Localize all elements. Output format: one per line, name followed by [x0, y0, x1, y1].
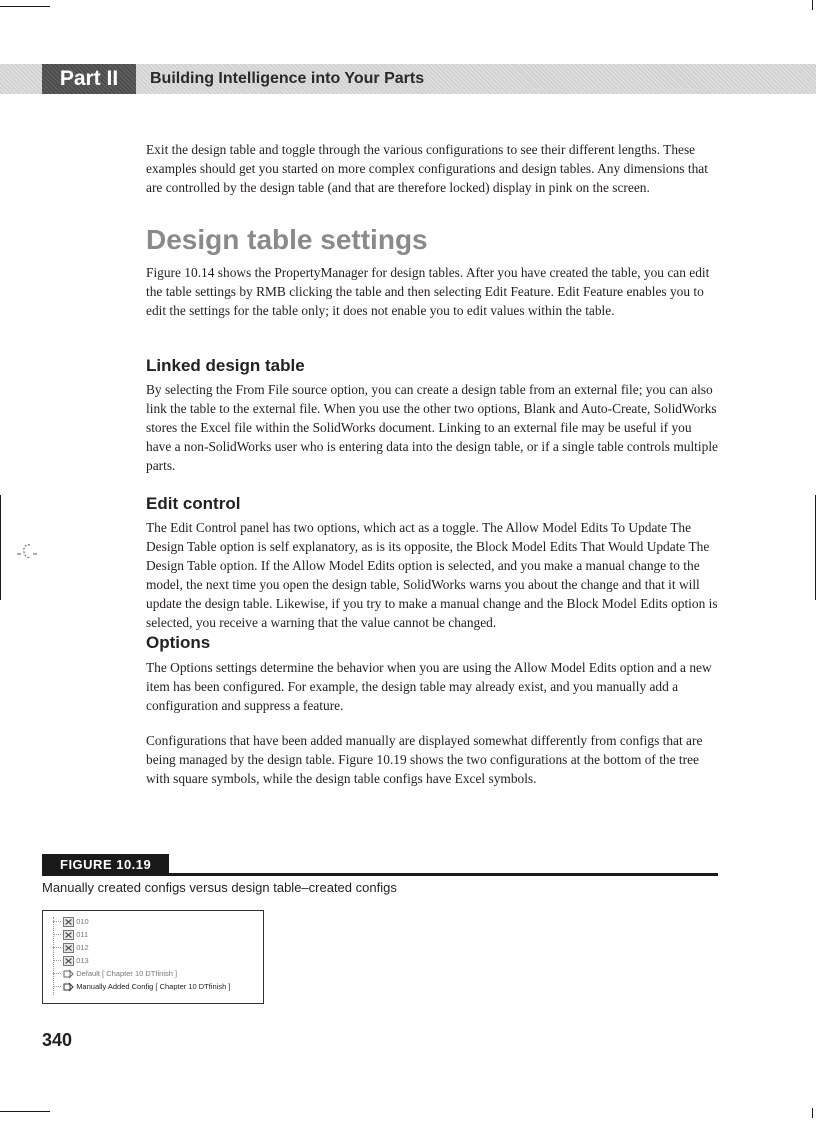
tree-item-label: 013	[76, 956, 89, 965]
figure-label: FIGURE 10.19	[42, 854, 169, 876]
configuration-tree-screenshot	[42, 910, 264, 1004]
subsection-heading: Linked design table	[146, 356, 305, 375]
section-body	[146, 731, 718, 788]
intro-block	[146, 140, 718, 197]
section-body	[146, 263, 718, 320]
section-heading: Design table settings	[146, 224, 428, 255]
tree-item	[53, 928, 88, 941]
manual-config-icon	[63, 969, 74, 979]
tree-item	[53, 954, 89, 967]
section-options	[146, 632, 718, 654]
manual-config-icon	[63, 982, 74, 992]
tree-item-label: 010	[76, 917, 89, 926]
running-header-title: Building Intelligence into Your Parts	[150, 70, 425, 87]
tree-item-label: 011	[76, 930, 89, 939]
crop-mark	[0, 495, 1, 600]
subsection-heading: Options	[146, 633, 211, 652]
page-number: 340	[42, 1030, 73, 1050]
tree-item	[53, 980, 230, 993]
margin-note-icon	[16, 540, 38, 562]
excel-config-icon	[63, 956, 74, 966]
body-paragraph: By selecting the From File source option, you can create a design table from an external file; you can also link the table to the external file. When you use the other two options, Blank and Auto-Create, SolidWorks stores the Excel file within the SolidWorks document. Linking to an external file may be useful if you have a non-SolidWorks user who is entering data into the design table, or if a single table controls multiple parts.	[146, 382, 718, 473]
crop-mark	[0, 1111, 50, 1112]
excel-config-icon	[63, 930, 74, 940]
section-linked-design-table	[146, 355, 718, 377]
part-badge: Part II	[42, 64, 136, 94]
tree-item-label: Default [ Chapter 10 DTfinish ]	[76, 969, 178, 978]
crop-mark	[0, 6, 50, 7]
excel-config-icon	[63, 917, 74, 927]
section-edit-control	[146, 493, 718, 515]
figure-caption: Manually created configs versus design table–created configs	[42, 880, 397, 895]
body-paragraph: The Options settings determine the behavior when you are using the Allow Model Edits option and a new item has been configured. For example, the design table may already exist, and you manually add a configuration and suppress a feature.	[146, 660, 712, 713]
intro-paragraph: Exit the design table and toggle through the various configurations to see their different lengths. These examples should get you started on more complex configurations and design tables. Any dimensions that are controlled by the design table (and that are therefore locked) display in pink on the screen.	[146, 142, 708, 195]
section-body	[146, 658, 718, 715]
crop-mark	[812, 0, 813, 10]
section-body	[146, 380, 718, 475]
body-paragraph: Figure 10.14 shows the PropertyManager for design tables. After you have created the table, you can edit the table settings by RMB clicking the table and then selecting Edit Feature. Edit Feature enables you to edit the settings for the table only; it does not enable you to edit values within the table.	[146, 265, 710, 318]
crop-mark	[812, 1108, 813, 1118]
tree-item	[53, 967, 177, 980]
section-design-table-settings	[146, 224, 718, 256]
body-paragraph: The Edit Control panel has two options, which act as a toggle. The Allow Model Edits To Update The Design Table option is self explanatory, as is its opposite, the Block Model Edits That Would Update The Design Table option. If the Allow Model Edits option is selected, and you make a manual change to the model, the next time you open the design table, SolidWorks warns you about the change and that it will update the design table. Likewise, if you try to make a manual change and the Block Model Edits option is selected, you receive a warning that the value cannot be changed.	[146, 520, 718, 630]
body-paragraph: Configurations that have been added manually are displayed somewhat differently from configs that are being managed by the design table. Figure 10.19 shows the two configurations at the bottom of the tree with square symbols, while the design table configs have Excel symbols.	[146, 733, 703, 786]
tree-item-label: 012	[76, 943, 89, 952]
figure-header	[42, 854, 718, 876]
tree-item	[53, 941, 89, 954]
subsection-heading: Edit control	[146, 494, 241, 513]
tree-item-label: Manually Added Config [ Chapter 10 DTfinish ]	[76, 982, 231, 991]
excel-config-icon	[63, 943, 74, 953]
section-body	[146, 518, 718, 632]
tree-item	[53, 915, 89, 928]
